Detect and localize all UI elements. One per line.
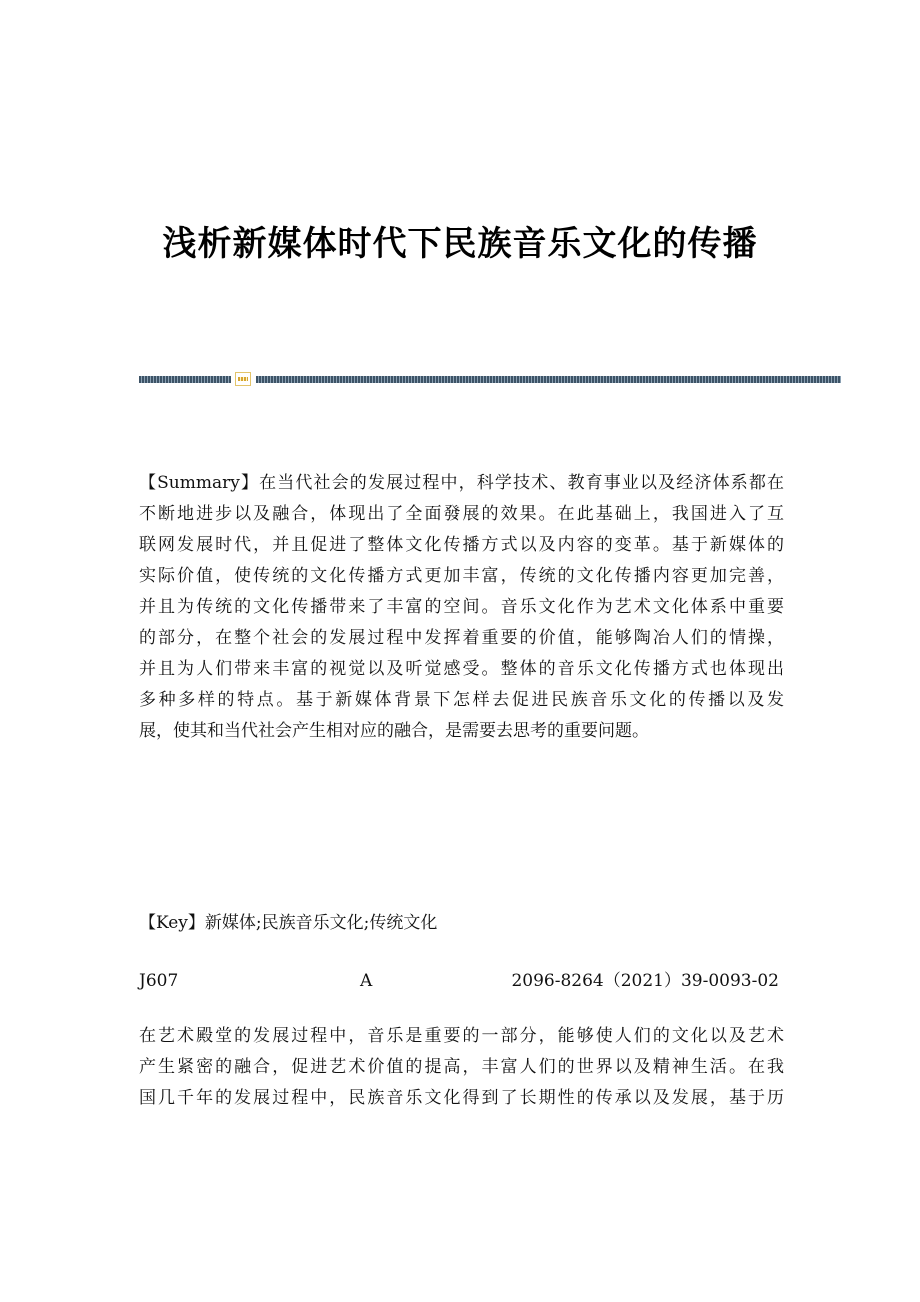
summary-line: 联网发展时代，并且促进了整体文化传播方式以及内容的变革。基于新媒体的 <box>139 535 784 555</box>
document-code: A <box>360 971 373 991</box>
body-paragraph <box>139 1021 784 1114</box>
summary-paragraph <box>139 468 784 747</box>
keywords-paragraph <box>139 908 784 939</box>
keywords-line: 【Key】新媒体;民族音乐文化;传统文化 <box>139 913 438 933</box>
document-title: 浅析新媒体时代下民族音乐文化的传播 <box>162 224 758 264</box>
divider-ornament-icon <box>235 372 251 386</box>
summary-line: 展，使其和当代社会产生相对应的融合，是需要去思考的重要问题。 <box>139 721 649 741</box>
issn-issue-number: 2096-8264（2021）39-0093-02 <box>511 971 779 991</box>
classification-row <box>139 966 779 997</box>
body-line: 在艺术殿堂的发展过程中，音乐是重要的一部分，能够使人们的文化以及艺术 <box>139 1026 784 1046</box>
body-line: 国几千年的发展过程中，民族音乐文化得到了长期性的传承以及发展，基于历 <box>139 1088 784 1108</box>
summary-line: 实际价值，使传统的文化传播方式更加丰富，传统的文化传播内容更加完善， <box>139 566 784 586</box>
summary-line: 多种多样的特点。基于新媒体背景下怎样去促进民族音乐文化的传播以及发 <box>139 690 784 710</box>
summary-line: 不断地进步以及融合，体现出了全面發展的效果。在此基础上，我国进入了互 <box>139 504 784 524</box>
summary-line: 并且为人们带来丰富的视觉以及听觉感受。整体的音乐文化传播方式也体现出 <box>139 659 784 679</box>
summary-line: 的部分，在整个社会的发展过程中发挥着重要的价值，能够陶冶人们的情操， <box>139 628 784 648</box>
summary-line: 【Summary】在当代社会的发展过程中，科学技术、教育事业以及经济体系都在 <box>139 473 784 493</box>
divider-bar-left <box>139 376 231 383</box>
clc-number: J607 <box>139 971 179 991</box>
body-line: 产生紧密的融合，促进艺术价值的提高，丰富人们的世界以及精神生活。在我 <box>139 1057 784 1077</box>
title-divider <box>139 372 841 386</box>
divider-bar-right <box>256 376 841 383</box>
summary-line: 并且为传统的文化传播带来了丰富的空间。音乐文化作为艺术文化体系中重要 <box>139 597 784 617</box>
